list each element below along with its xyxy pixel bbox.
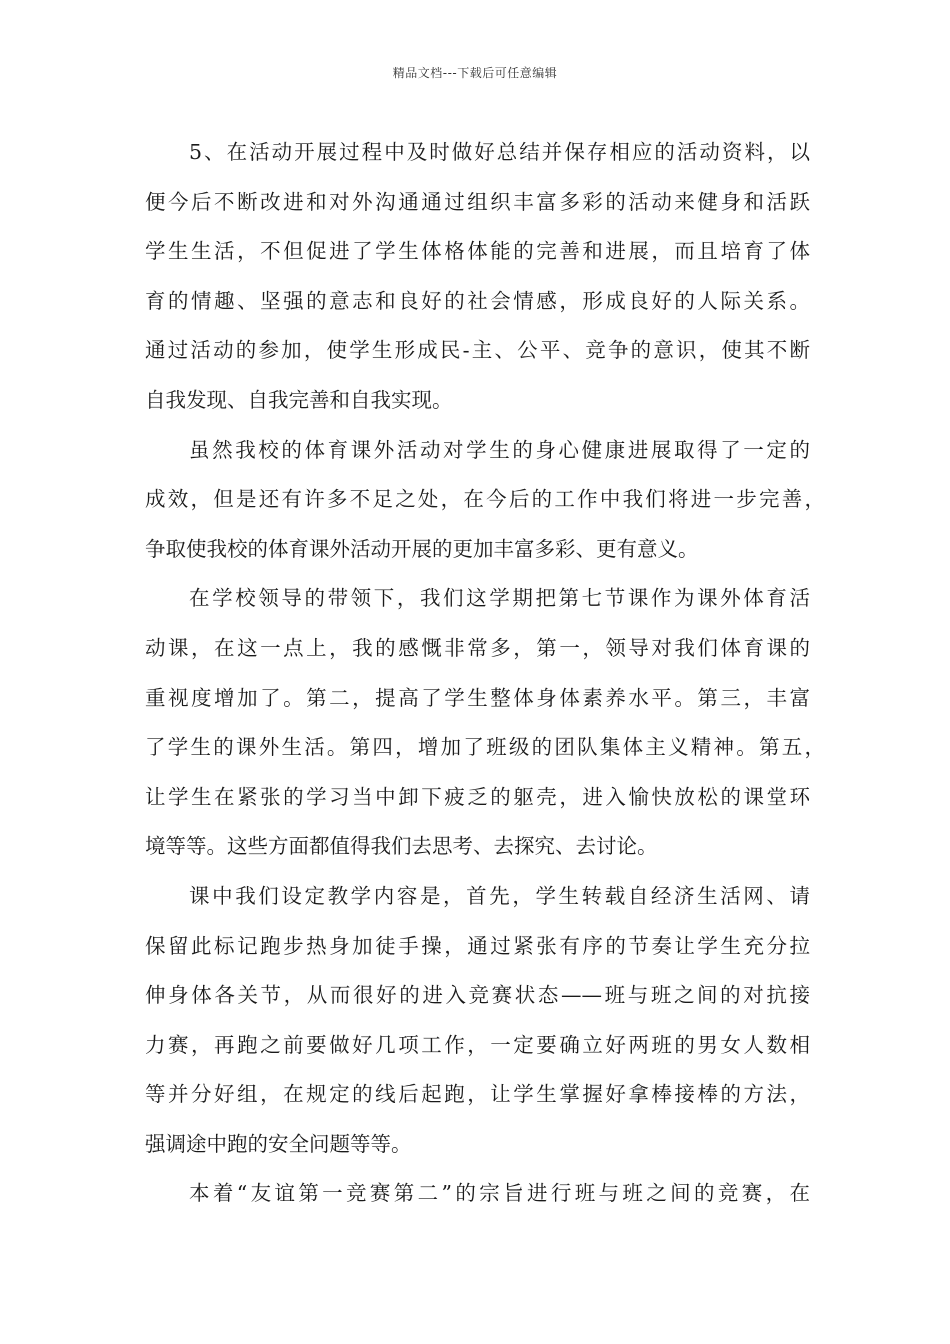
- page-header: 精品文档---下载后可任意编辑: [392, 66, 558, 80]
- text-line: 强调途中跑的安全问题等等。: [145, 1131, 412, 1156]
- text-line: 重视度增加了。第二，提高了学生整体身体素养水平。第三，丰富: [145, 685, 810, 710]
- text-line: 动课，在这一点上，我的感慨非常多，第一，领导对我们体育课的: [145, 635, 810, 660]
- text-line: 了学生的课外生活。第四，增加了班级的团队集体主义精神。第五，: [145, 735, 825, 760]
- text-line: 成效，但是还有许多不足之处，在今后的工作中我们将进一步完善，: [145, 487, 825, 512]
- text-line: 便今后不断改进和对外沟通通过组织丰富多彩的活动来健身和活跃: [145, 189, 810, 214]
- text-line: 5、在活动开展过程中及时做好总结并保存相应的活动资料，以: [189, 140, 810, 164]
- text-line: 自我发现、自我完善和自我实现。: [145, 387, 453, 412]
- text-line: 让学生在紧张的学习当中卸下疲乏的躯壳，进入愉快放松的课堂环: [145, 784, 810, 809]
- text-line: 保留此标记跑步热身加徒手操，通过紧张有序的节奏让学生充分拉: [145, 933, 810, 958]
- text-line: 伸身体各关节，从而很好的进入竞赛状态——班与班之间的对抗接: [145, 983, 810, 1008]
- text-line: 等并分好组，在规定的线后起跑，让学生掌握好拿棒接棒的方法，: [145, 1082, 810, 1107]
- text-line: 虽然我校的体育课外活动对学生的身心健康进展取得了一定的: [189, 437, 810, 462]
- text-line: 境等等。这些方面都值得我们去思考、去探究、去讨论。: [145, 834, 658, 859]
- text-line: 育的情趣、坚强的意志和良好的社会情感，形成良好的人际关系。: [145, 288, 810, 313]
- document-body: [145, 131, 825, 1222]
- text-line: 本着“友谊第一竞赛第二”的宗旨进行班与班之间的竞赛，在: [189, 1181, 810, 1206]
- text-line: 学生生活，不但促进了学生体格体能的完善和进展，而且培育了体: [145, 239, 810, 264]
- text-line: 课中我们设定教学内容是，首先，学生转载自经济生活网、请: [189, 883, 810, 908]
- text-line: 在学校领导的带领下，我们这学期把第七节课作为课外体育活: [189, 586, 810, 611]
- text-line: 争取使我校的体育课外活动开展的更加丰富多彩、更有意义。: [145, 536, 699, 561]
- text-line: 通过活动的参加，使学生形成民-主、公平、竞争的意识，使其不断: [145, 338, 810, 363]
- text-line: 力赛，再跑之前要做好几项工作，一定要确立好两班的男女人数相: [145, 1032, 810, 1057]
